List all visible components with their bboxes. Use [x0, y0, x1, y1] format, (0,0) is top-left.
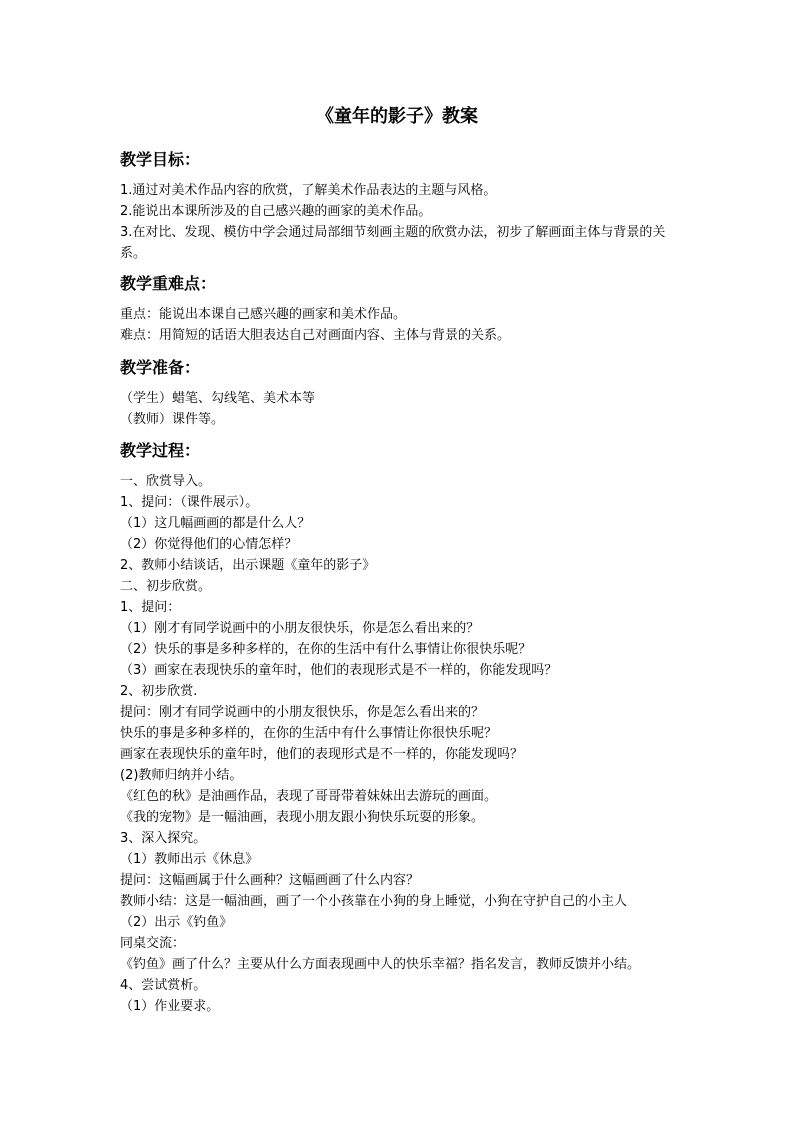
- process-line: 3、深入探究。: [120, 831, 207, 846]
- objective-item: 3.在对比、发现、模仿中学会通过局部细节刻画主题的欣赏办法，初步了解画面主体与背景的关系。: [120, 225, 666, 261]
- process-line: （1）刚才有同学说画中的小朋友很快乐，你是怎么看出来的？: [120, 621, 480, 636]
- process-line: 《钓鱼》画了什么？主要从什么方面表现画中人的快乐幸福？指名发言，教师反馈并小结。: [120, 957, 641, 972]
- process-line: （1）作业要求。: [120, 999, 220, 1014]
- process-line: 快乐的事是多种多样的，在你的生活中有什么事情让你很快乐呢？: [120, 726, 498, 741]
- key-points-heading: 教学重难点：: [120, 274, 217, 293]
- process-line: 《红色的秋》是油画作品，表现了哥哥带着妹妹出去游玩的画面。: [120, 789, 498, 804]
- process-line: （1）教师出示《休息》: [120, 852, 259, 867]
- process-line: 同桌交流：: [120, 936, 186, 951]
- preparation-item: （学生）蜡笔、勾线笔、美术本等: [120, 391, 316, 406]
- process-line: （3）画家在表现快乐的童年时，他们的表现形式是不一样的，你能发现吗？: [120, 663, 558, 678]
- process-line: 4、尝试赏析。: [120, 978, 207, 993]
- process-line: （2）你觉得他们的心情怎样？: [120, 537, 298, 552]
- process-line: (2)教师归纳并小结。: [120, 768, 243, 783]
- key-point-item: 重点：能说出本课自己感兴趣的画家和美术作品。: [120, 307, 407, 322]
- preparation-item: （教师）课件等。: [120, 412, 225, 427]
- process-heading: 教学过程：: [120, 441, 201, 460]
- objectives-heading: 教学目标：: [120, 150, 201, 169]
- process-line: 《我的宠物》是一幅油画，表现小朋友跟小狗快乐玩耍的形象。: [120, 810, 485, 825]
- process-line: 提问：这幅画属于什么画种？这幅画画了什么内容？: [120, 873, 420, 888]
- process-line: （2）快乐的事是多种多样的，在你的生活中有什么事情让你很快乐呢？: [120, 642, 532, 657]
- process-line: 一、欣赏导入。: [120, 474, 212, 489]
- process-line: 2、教师小结谈话，出示课题《童年的影子》: [120, 558, 376, 573]
- process-line: 教师小结：这是一幅油画，画了一个小孩靠在小狗的身上睡觉，小狗在守护自己的小主人: [120, 894, 628, 909]
- process-line: （1）这几幅画画的都是什么人？: [120, 516, 311, 531]
- process-line: 提问：刚才有同学说画中的小朋友很快乐，你是怎么看出来的？: [120, 705, 485, 720]
- key-point-item: 难点：用简短的话语大胆表达自己对画面内容、主体与背景的关系。: [120, 328, 511, 343]
- process-line: 1、提问：（课件展示）。: [120, 495, 259, 510]
- process-line: 二、初步欣赏。: [120, 579, 212, 594]
- process-line: （2）出示《钓鱼》: [120, 915, 233, 930]
- preparation-heading: 教学准备：: [120, 358, 201, 377]
- document-title: 《童年的影子》教案: [316, 106, 478, 127]
- process-line: 2、初步欣赏.: [120, 684, 198, 699]
- process-line: 1、提问：: [120, 600, 181, 615]
- objective-item: 2.能说出本课所涉及的自己感兴趣的画家的美术作品。: [120, 204, 432, 219]
- process-line: 画家在表现快乐的童年时，他们的表现形式是不一样的，你能发现吗？: [120, 747, 524, 762]
- objective-item: 1.通过对美术作品内容的欣赏，了解美术作品表达的主题与风格。: [120, 183, 497, 198]
